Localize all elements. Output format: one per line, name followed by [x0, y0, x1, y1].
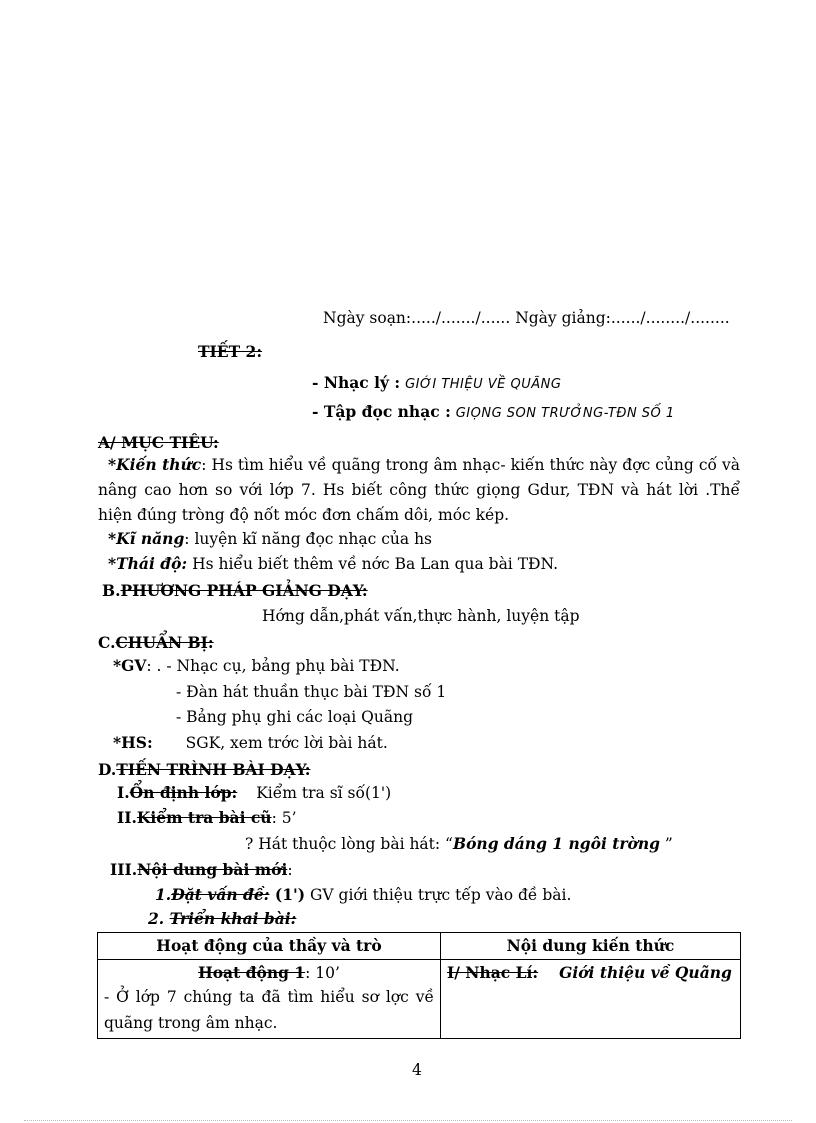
attitude-label: *Thái độ: [108, 554, 188, 573]
method-text: Hớng dẫn,phát vấn,thực hành, luyện tập [262, 607, 580, 625]
step-ii-text: : 5’ [271, 809, 297, 827]
activity-cell [98, 960, 441, 1039]
step-ii-prefix: II. [117, 808, 137, 827]
gv-item-2: - Đàn hát thuần thục bài TĐN số 1 [176, 683, 447, 701]
lesson-title: TIẾT 2: [198, 342, 263, 361]
table-row [98, 960, 741, 1039]
step-iii-line [110, 860, 293, 880]
substep-1-time: (1') [269, 885, 306, 904]
step-i-title: Ổn định lớp: [129, 783, 238, 802]
skills-label: *Kĩ năng [108, 529, 185, 548]
gv-label: *GV [113, 656, 147, 675]
section-c-title [98, 633, 214, 653]
substep-2-title: Triển khai bài: [169, 909, 297, 928]
music-theory-line [312, 373, 561, 395]
section-a-title: A/ MỤC TIÊU: [98, 433, 219, 452]
sight-reading-label: - Tập đọc nhạc : [312, 402, 451, 421]
page-bottom-divider [24, 1120, 792, 1121]
gv-line [113, 656, 400, 676]
activity-table [97, 932, 741, 1039]
substep-2-prefix: 2. [148, 909, 170, 928]
substep-1-title: Đặt vấn đề: [171, 885, 270, 904]
section-d-title [98, 760, 310, 780]
step-ii-question: ? Hát thuộc lòng bài hát: “ [245, 835, 453, 853]
skills-line [108, 529, 432, 549]
step-i-line [117, 783, 391, 803]
step-ii-song: Bóng dáng 1 ngôi trờng [452, 834, 660, 853]
gv-item-1: : . - Nhạc cụ, bảng phụ bài TĐN. [146, 657, 400, 675]
step-ii-title: Kiểm tra bài cũ [136, 808, 272, 827]
page-number: 4 [412, 1061, 422, 1079]
gv-item-3: - Bảng phụ ghi các loại Quãng [176, 708, 414, 726]
substep-1-line [155, 885, 571, 905]
step-i-text: Kiểm tra sĩ số(1') [256, 784, 392, 802]
section-b-prefix: B. [102, 581, 121, 600]
date-line: Ngày soạn:...../......./...... Ngày giảng:....../......../........ [323, 309, 730, 327]
content-value: Giới thiệu về Quãng [559, 963, 732, 982]
content-label: I/ Nhạc Lí: [447, 963, 539, 982]
step-iii-colon: : [287, 861, 293, 879]
activity-heading [104, 962, 434, 984]
section-c-prefix: C. [98, 633, 116, 652]
activity-text: - Ở lớp 7 chúng ta đã tìm hiểu sơ lợc về quãng trong âm nhạc. [104, 988, 434, 1032]
knowledge-label: *Kiến thức [108, 455, 202, 474]
knowledge-text: : Hs tìm hiểu về quãng trong âm nhạc- kiến thức này đợc củng cố và nâng cao hơn so với lớp 7. Hs biết công thức giọng Gdur, TĐN và hát lời .Thể hiện đúng tròng độ nốt móc đơn chấm dôi, móc kép. [98, 456, 740, 524]
content-cell [441, 960, 741, 1039]
sight-reading-line [312, 402, 675, 424]
section-b-heading: PHƯƠNG PHÁP GIẢNG DẠY: [120, 581, 368, 600]
table-header-row [98, 933, 741, 960]
section-b-title [102, 581, 368, 601]
hs-line [113, 733, 388, 753]
activity-time: : 10’ [305, 964, 340, 982]
activity-title: Hoạt động 1 [198, 963, 306, 982]
section-d-prefix: D. [98, 760, 117, 779]
step-ii-question-line [245, 834, 673, 854]
hs-label: *HS: [113, 733, 153, 752]
section-c-heading: CHUẨN BỊ: [115, 633, 214, 652]
music-theory-value: GIỚI THIỆU VỀ QUÃNG [405, 377, 562, 392]
step-ii-close: ” [660, 835, 673, 853]
substep-1-prefix: 1. [155, 885, 172, 904]
attitude-line [108, 554, 558, 574]
substep-2-line [148, 909, 296, 929]
col1-header: Hoạt động của thầy và trò [98, 933, 441, 960]
music-theory-label: - Nhạc lý : [312, 373, 401, 392]
hs-text: SGK, xem trớc lời bài hát. [185, 734, 388, 752]
step-iii-prefix: III. [110, 860, 138, 879]
substep-1-text: GV giới thiệu trực tếp vào đề bài. [305, 886, 572, 904]
step-ii-line [117, 808, 297, 828]
attitude-text: Hs hiểu biết thêm về nớc Ba Lan qua bài TĐN. [187, 555, 559, 573]
section-d-heading: TIẾN TRÌNH BÀI DẠY: [116, 760, 311, 779]
sight-reading-value: GIỌNG SON TRƯỞNG-TĐN SỐ 1 [455, 406, 675, 421]
knowledge-paragraph [98, 452, 740, 528]
skills-text: : luyện kĩ năng đọc nhạc của hs [184, 530, 433, 548]
col2-header: Nội dung kiến thức [441, 933, 741, 960]
step-iii-title: Nội dung bài mới [137, 860, 288, 879]
step-i-prefix: I. [117, 783, 130, 802]
